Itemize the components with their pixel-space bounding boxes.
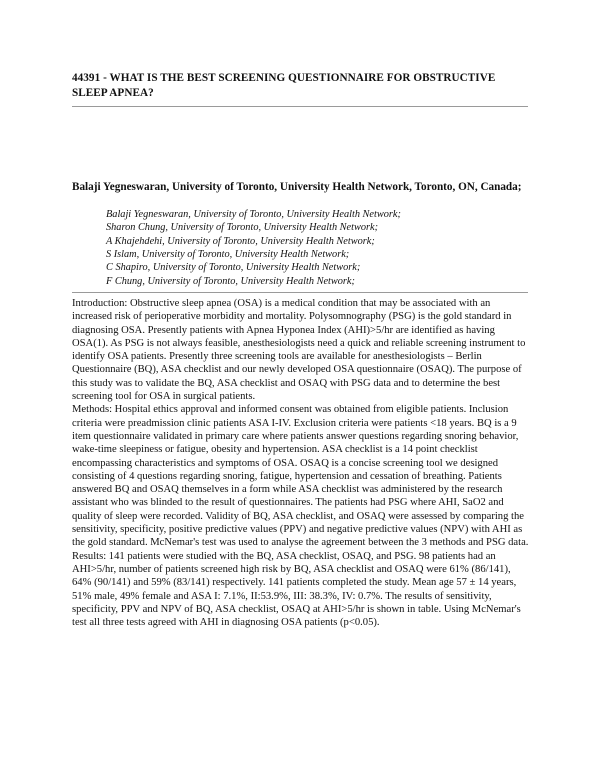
presenting-author: Balaji Yegneswaran, University of Toronto, University Health Network, Toronto, ON, Canada; (72, 181, 522, 193)
author-line: A Khajehdehi, University of Toronto, University Health Network; (106, 235, 375, 247)
introduction-paragraph: Introduction: Obstructive sleep apnea (OSA) is a medical condition that may be associated with an increased risk of perioperative morbidity and mortality. Polysomnography (PSG) is the gold standard in diagnosing OSA. Presently patients with Apnea Hyponea Index (AHI)>5/hr are identified as having OSA(1). As PSG is not always feasible, anesthesiologists need a quick and reliable screening instrument to identify OSA patients. Presently three screening tools are available for anesthesiologists – Berlin Questionnaire (BQ), ASA checklist and our newly developed OSA questionnaire (OSAQ). The purpose of this study was to validate the BQ, ASA checklist and OSAQ with PSG data and to determine the best screening tool for OSA in surgical patients. (72, 298, 526, 403)
author-line: C Shapiro, University of Toronto, University Health Network; (106, 262, 361, 274)
methods-paragraph: Methods: Hospital ethics approval and informed consent was obtained from eligible patients. Inclusion criteria were preadmission clinic patients ASA I-IV. Exclusion criteria were patients <18 years. BQ is a 9 item questionnaire validated in primary care where patients answer questions regarding snoring behavior, wake-time sleepiness or fatigue, obesity and hypertension. ASA checklist is a 14 point checklist encompassing characteristics and symptoms of OSA. OSAQ is a concise screening tool we designed consisting of 4 questions regarding snoring, fatigue, hypertension and cessation of breathing. Patients answered BQ and OSAQ themselves in a form while ASA checklist was administered by the research assistant who was blinded to the result of questionnaires. The patients had PSG where AHI, SaO2 and quality of sleep were recorded. Validity of BQ, ASA checklist, and OSAQ were assessed by comparing the sensitivity, specificity, positive predictive values (PPV) and negative predictive values (NPV) with AHI as the gold standard. McNemar's test was used to analyse the agreement between the 3 methods and PSG data. (72, 404, 529, 549)
author-line: S Islam, University of Toronto, University Health Network; (106, 249, 350, 261)
author-line: F Chung, University of Toronto, University Health Network; (106, 275, 355, 287)
author-line: Balaji Yegneswaran, University of Toronto, University Health Network; (106, 209, 401, 220)
abstract-body (72, 297, 530, 629)
authors-divider (72, 292, 528, 293)
title-divider (72, 106, 528, 107)
author-line: Sharon Chung, University of Toronto, University Health Network; (106, 222, 378, 234)
author-list (106, 208, 526, 288)
results-paragraph: Results: 141 patients were studied with the BQ, ASA checklist, OSAQ, and PSG. 98 patients had an AHI>5/hr, number of patients screened high risk by BQ, ASA checklist and OSAQ were 61% (86/141), 64% (90/141) and 59% (83/141) respectively. 141 patients completed the study. Mean age 57 ± 14 years, 51% male, 49% female and ASA I: 7.1%, II:53.9%, III: 38.3%, IV: 0.7%. The results of sensitivity, specificity, PPV and NPV of BQ, ASA checklist, OSAQ at AHI>5/hr is shown in table. Using McNemar's test all three tests agreed with AHI in diagnosing OSA patients (p<0.05). (72, 550, 521, 629)
abstract-title: 44391 - WHAT IS THE BEST SCREENING QUESTIONNAIRE FOR OBSTRUCTIVE SLEEP APNEA? (72, 72, 496, 99)
